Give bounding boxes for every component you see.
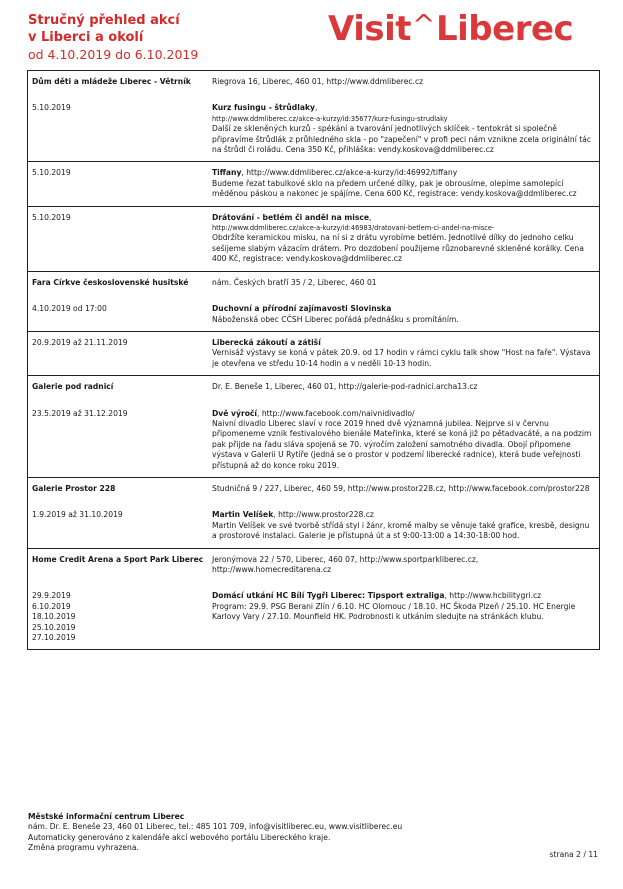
event-body [212,575,599,649]
event-description: Program: 29.9. PSG Berani Zlín / 6.10. HC Olomouc / 18.10. HC Škoda Plzeň / 25.10. HC Energie Karlovy Vary / 27.10. Mounfield HK. Podrobnosti k utkáním sledujte na stránkách klubu. [212,601,576,622]
venue-block [28,549,599,651]
event-date: 27.10.2019 [32,633,76,643]
event-title-suffix: , [369,212,372,222]
event-body [212,288,599,331]
event-title: Liberecká zákoutí a zátiší [212,337,321,347]
venue-address: Studničná 9 / 227, Liberec, 460 59, http://www.prostor228.cz, http://www.facebook.com/prostor228 [212,483,590,493]
event-description: Vernisáž výstavy se koná v pátek 20.9. od 17 hodin v rámci cyklu talk show "Host na faře". Výstava je otevřena ve středu 10-14 hodin a v neděli 10-13 hodin. [212,348,591,368]
event-body [212,494,599,547]
event-title-line [212,304,593,314]
event-dates [28,288,212,331]
event-date: 6.10.2019 [32,601,71,611]
event-title: Kurz fusingu - štrůdlaky [212,103,315,113]
event-title: Domácí utkání HC Bílí Tygři Liberec: Tipsport extraliga [212,591,445,601]
event-body [212,162,599,205]
event-dates [28,393,212,477]
venue-name: Dům děti a mládeže Liberec - Větrník [32,77,191,86]
event-body [212,87,599,161]
page-number: strana 2 / 11 [549,850,598,859]
venue-name: Home Credit Arena a Sport Park Liberec [32,554,204,564]
event-date: 25.10.2019 [32,622,76,632]
logo-word-visit: Visit [328,9,412,49]
venue-block [28,71,599,272]
event-dates [28,575,212,649]
event-title-suffix: , [314,103,318,113]
venue-address: Dr. E. Beneše 1, Liberec, 460 01, http://galerie-pod-radnici.archa13.cz [212,382,478,392]
event-title-line [212,338,593,348]
venue-block [28,478,599,549]
events-table [27,70,600,650]
event-title: Duchovní a přírodní zajímavosti Slovinska [212,304,392,314]
footer-note-generated: Automaticky generováno z kalendáře akcí webového portálu Libereckého kraje. [28,832,331,842]
event-title-suffix: , http://www.facebook.com/naivnidivadlo/ [257,408,415,418]
logo-word-liberec: Liberec [435,9,574,49]
event-date: 5.10.2019 [32,212,71,222]
footer-address: nám. Dr. E. Beneše 23, 460 01 Liberec, tel.: 485 101 709, info@visitliberec.eu, www.visitliberec.eu [28,822,403,832]
event-date: 5.10.2019 [32,103,71,113]
logo-caret: ^ [412,8,435,41]
event-dates [28,207,212,271]
event-url: http://www.ddmliberec.cz/akce-a-kurzy/id:46983/dratovani-betlem-ci-andel-na-misce- [212,224,495,233]
event-date: 4.10.2019 od 17:00 [32,304,107,314]
event-date: 1.9.2019 až 31.10.2019 [32,510,123,520]
event-dates [28,87,212,161]
event-body [212,207,599,271]
venue-block [28,376,599,478]
event-title-suffix: , http://www.prostor228.cz [273,510,374,520]
event-title-suffix: , http://www.ddmliberec.cz/akce-a-kurzy/id:46992/tiffany [241,168,458,178]
event-title-suffix: , http://www.hcbilitygri.cz [444,591,542,601]
venue-address: Riegrova 16, Liberec, 460 01, http://www.ddmliberec.cz [212,77,424,86]
event-title: Drátování - betlém či anděl na misce [212,212,370,222]
event-body [212,393,599,477]
footer-note-changes: Změna programu vyhrazena. [28,843,139,853]
event-date: 23.5.2019 až 31.12.2019 [32,408,128,418]
event-date: 18.10.2019 [32,612,76,622]
event-title: Tiffany [212,168,242,178]
event-title: Martin Velíšek [212,510,274,520]
event-body [212,332,599,375]
venue-name: Galerie Prostor 228 [32,483,116,493]
title-line-1: Stručný přehled akcí [28,13,180,28]
footer-org: Městské informační centrum Liberec [28,812,185,821]
event-description: Náboženská obec CČSH Liberec pořádá přednášku s promítáním. [212,314,459,324]
venue-address: Jeronýmova 22 / 570, Liberec, 460 07, http://www.sportparkliberec.cz, http://www.homecreditarena.cz [212,554,479,574]
event-date: 5.10.2019 [32,168,71,178]
event-title-line [212,168,593,178]
event-title-line [212,213,593,223]
event-dates [28,162,212,205]
document-title [28,12,198,63]
event-url: http://www.ddmliberec.cz/akce-a-kurzy/id:35677/kurz-fusingu-strudlaky [212,114,448,123]
date-range: od 4.10.2019 do 6.10.2019 [28,47,199,62]
visit-liberec-logo [328,9,573,49]
event-dates [28,494,212,547]
venue-name: Galerie pod radnicí [32,382,114,392]
venue-block [28,272,599,376]
venue-name: Fara Církve československé husitské [32,277,189,287]
event-description: Další ze skleněných kurzů - spékání a tvarování jednotlivých sklíček - tentokrát si společně připravíme štrůdlák z průhledného skla - po "zapečení" v profi peci nám vznikne zcela originální tác na štrůdl či roládu. Cena 350 Kč, přihláška: vendy.koskova@ddmliberec.cz [212,124,592,155]
title-line-2: v Liberci a okolí [28,30,144,45]
footer [28,812,598,859]
event-date: 29.9.2019 [32,591,71,601]
event-title-line [212,409,593,419]
event-dates [28,332,212,375]
event-description: Obdržíte keramickou misku, na ní si z drátu vyrobíme betlém. Jednotlivé dílky do jednoho celku sešijeme slabým vázacím drátem. Pro dozdobení použijeme různobarevné skleněné korálky. Cena 400 Kč, registrace: vendy.koskova@ddmliberec.cz [212,233,584,264]
event-title-line [212,591,593,601]
event-title-line [212,103,593,113]
event-date: 20.9.2019 až 21.11.2019 [32,337,128,347]
event-title: Dvě výročí [212,408,258,418]
event-description: Martin Velíšek ve své tvorbě střídá styl i žánr, kromě malby se věnuje také grafice, kresbě, designu a prostorové instalaci. Galerie je přístupná út a st 9:00-13:00 a 14:30-18:00 hod. [212,520,590,541]
venue-address: nám. Českých bratří 35 / 2, Liberec, 460 01 [212,277,377,287]
event-description: Budeme řezat tabulkové sklo na předem určené dílky, pak je obrousíme, olepíme samolepící měděnou páskou a nakonec je spájíme. Cena 600 Kč, registrace: vendy.koskova@ddmliberec.cz [212,178,577,199]
event-title-line [212,510,593,520]
event-description: Naivní divadlo Liberec slaví v roce 2019 hned dvě významná jubilea. Nejprve si v červnu připomeneme vznik festivalového bienále Mateřinka, které se koná již po pětadvacáté, a na podzim pak přijde na řadu sláva spojená se 70. výročím založení samotného divadla. Obojí připomene výstava v Galerii U Rytíře (jedná se o prostor v podzemí liberecké radnice), která bude veřejnosti přístupná až do konce roku 2019. [212,418,592,470]
